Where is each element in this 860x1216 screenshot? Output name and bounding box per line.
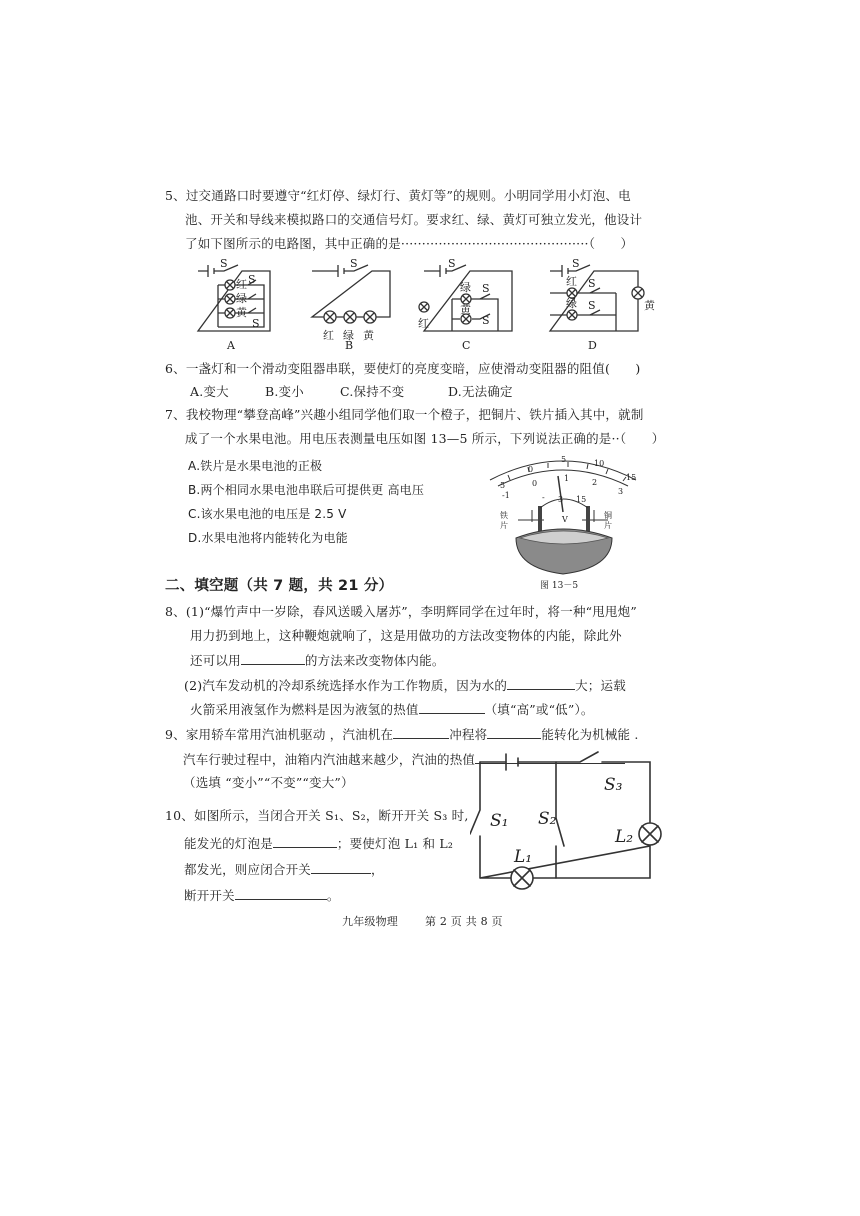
d-yellow: 黄 (644, 299, 655, 312)
q7-option-a: A.铁片是水果电池的正极 (188, 459, 323, 473)
q10-line4-start: 断开开关 (184, 888, 235, 903)
switch-s1 (470, 762, 480, 878)
scale-top-10: 10 (594, 459, 605, 468)
d-switch-label: S (572, 257, 580, 270)
q8-p2-line1 (184, 676, 626, 695)
q8-blank-2[interactable] (507, 676, 575, 690)
b-yellow: 黄 (363, 329, 374, 342)
q10-line4-end: 。 (326, 888, 340, 903)
q9-line1-mid: 冲程将 (449, 727, 488, 742)
q6-option-b: B.变小 (265, 384, 304, 399)
q10-line3 (184, 860, 384, 879)
q10-line2-end: ；要使灯泡 L₁ 和 L₂ (336, 836, 454, 851)
scale-bottom-0: 0 (532, 479, 538, 488)
a-caption: A (227, 339, 235, 352)
label-s3: S₃ (604, 775, 623, 795)
q8-p2-line1-start: (2)汽车发动机的冷却系统选择水作为工作物质，因为水的 (184, 678, 508, 693)
b-switch-label: S (350, 257, 358, 270)
terminal-minus: - (542, 493, 545, 502)
scale-bottom-1: 1 (564, 474, 570, 483)
q9-line2-start: 汽车行驶过程中，油箱内汽油越来越少，汽油的热值 (183, 752, 476, 767)
q10-line2-start: 能发光的灯泡是 (184, 836, 273, 851)
scale-top-0: 0 (528, 465, 534, 474)
meter-unit: V (562, 515, 568, 524)
q10-line3-end: ， (371, 862, 384, 877)
q9-line1 (165, 725, 639, 744)
scale-top-5: 5 (561, 455, 567, 464)
q5-circuit-figure (190, 257, 680, 357)
footer-subject: 九年级物理 (342, 915, 398, 928)
a-switch-label: S (220, 257, 228, 270)
q8-p2-line2-start: 火箭采用液氢作为燃料是因为液氢的热值 (190, 702, 419, 717)
a-s1: S (248, 273, 256, 286)
q7-option-b: B.两个相同水果电池串联后可提供更 高电压 (188, 483, 425, 497)
q7-option-c: C.该水果电池的电压是 2.5 V (188, 507, 347, 521)
circuit-d (550, 265, 644, 331)
q8-p2-line2-end: （填“高”或“低”）。 (484, 702, 594, 717)
q10-blank-3[interactable] (235, 886, 327, 900)
label-l2: L₂ (615, 827, 634, 847)
q8-blank-1[interactable] (241, 651, 305, 665)
iron-label: 铁 (500, 511, 508, 520)
scale-top-15: 15 (626, 473, 637, 482)
a-s3: S (252, 317, 260, 330)
q8-p1-line3 (190, 651, 445, 670)
fruit-battery-figure (478, 450, 648, 590)
copper-label: 铜 (604, 511, 612, 520)
scale-bottom-2: 2 (592, 478, 598, 487)
q10-blank-2[interactable] (311, 860, 371, 874)
q7-option-d: D.水果电池将内能转化为电能 (188, 531, 348, 545)
q10-circuit-figure (470, 750, 670, 890)
q9-line1-end: 能转化为机械能 . (541, 727, 639, 742)
q5-line2: 池、开关和导线来模拟路口的交通信号灯。要求红、绿、黄灯可独立发光，他设计 (185, 212, 643, 227)
scale-bottom-neg1: -1 (502, 491, 510, 500)
b-caption: B (345, 339, 354, 352)
circuit-c (419, 265, 512, 331)
scale-end-left: 5 (500, 481, 506, 490)
label-s2: S₂ (538, 809, 557, 829)
switch-s2 (556, 762, 564, 878)
d-s2: S (588, 299, 596, 312)
c-s2: S (482, 314, 490, 327)
figure-caption: 图 13－5 (540, 581, 579, 590)
q9-line3: （选填 “变小”“不变”“变大”） (183, 775, 354, 790)
q9-blank-1[interactable] (393, 725, 449, 739)
q9-blank-2[interactable] (487, 725, 541, 739)
q5-line1: 5、过交通路口时要遵守“红灯停、绿灯行、黄灯等”的规则。小明同学用小灯泡、电 (165, 188, 631, 203)
q7-line2: 成了一个水果电池。用电压表测量电压如图 13—5 所示，下列说法正确的是··（ ） (185, 431, 665, 446)
q7-line1: 7、我校物理“攀登高峰”兴趣小组同学他们取一个橙子，把铜片、铁片插入其中，就制 (165, 407, 644, 422)
d-s1: S (588, 277, 596, 290)
c-green: 绿 (460, 281, 471, 294)
section2-title: 二、填空题（共 7 题，共 21 分） (165, 578, 394, 594)
q10-blank-1[interactable] (273, 834, 337, 848)
b-red: 红 (323, 329, 334, 342)
q10-line4 (184, 886, 340, 905)
iron-label-2: 片 (500, 521, 508, 530)
a-red: 红 (236, 278, 247, 291)
d-caption: D (588, 339, 597, 352)
copper-label-2: 片 (604, 521, 612, 530)
c-s1: S (482, 282, 490, 295)
q8-blank-3[interactable] (419, 700, 485, 714)
b-green: 绿 (343, 329, 354, 342)
q6-option-c: C.保持不变 (340, 384, 405, 399)
d-green: 绿 (566, 297, 577, 310)
voltmeter-needle (558, 476, 563, 512)
q5-line3: 了如下图所示的电路图，其中正确的是·············································（ ） (185, 236, 634, 251)
label-l1: L₁ (514, 847, 533, 867)
d-red: 红 (566, 275, 577, 288)
q10-line3-start: 都发光，则应闭合开关 (184, 862, 312, 877)
q8-p2-line2 (190, 700, 594, 719)
q8-p1-line2: 用力扔到地上，这种鞭炮就响了，这是用做功的方法改变物体的内能，除此外 (190, 628, 622, 643)
q8-p2-line1-end: 大；运载 (575, 678, 626, 693)
a-green: 绿 (236, 292, 247, 305)
c-red: 红 (418, 317, 429, 330)
terminal-15: 15 (576, 495, 587, 504)
q10-line2 (184, 834, 453, 853)
c-yellow: 黄 (460, 303, 471, 316)
footer-page-number: 第 2 页 共 8 页 (425, 915, 503, 928)
c-caption: C (462, 339, 471, 352)
q8-p1-line3-start: 还可以用 (190, 653, 241, 668)
q8-p1-line1: 8、(1)“爆竹声中一岁除，春风送暖入屠苏”，李明辉同学在过年时，将一种“甩甩炮” (165, 604, 637, 619)
q6-option-a: A.变大 (190, 384, 229, 399)
label-s1: S₁ (490, 811, 509, 831)
circuit-b (312, 265, 390, 323)
scale-bottom-3: 3 (618, 487, 624, 496)
q6-option-d: D.无法确定 (448, 384, 513, 399)
c-switch-label: S (448, 257, 456, 270)
q8-p1-line3-end: 的方法来改变物体内能。 (304, 653, 445, 668)
q6-stem: 6、一盏灯和一个滑动变阻器串联，要使灯的亮度变暗，应使滑动变阻器的阻值( ) (165, 361, 641, 376)
a-yellow: 黄 (236, 306, 247, 319)
terminal-3: 3 (558, 495, 564, 504)
q10-line1: 10、如图所示，当闭合开关 S₁、S₂，断开开关 S₃ 时, (165, 808, 469, 823)
q9-line1-start: 9、家用轿车常用汽油机驱动 ，汽油机在 (165, 727, 394, 742)
